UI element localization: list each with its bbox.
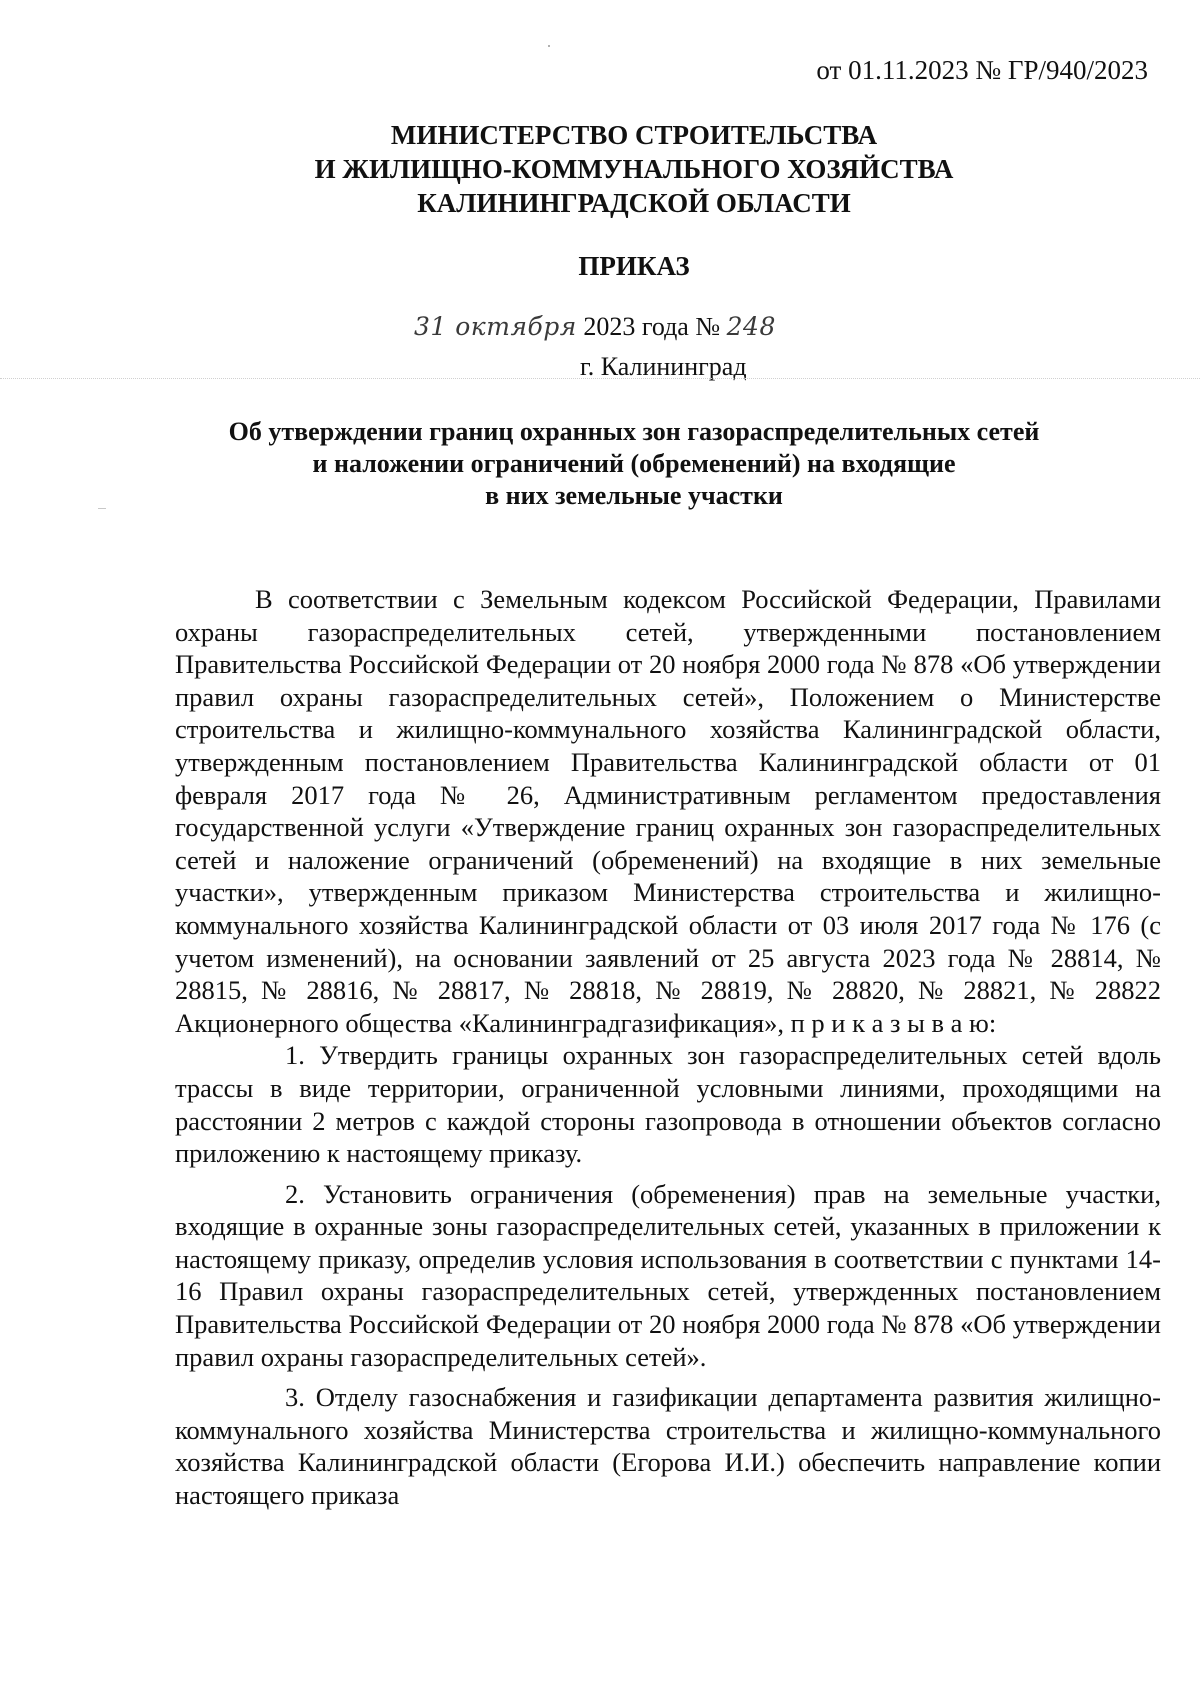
ministry-line-3: КАЛИНИНГРАДСКОЙ ОБЛАСТИ (417, 188, 851, 218)
ministry-line-1: МИНИСТЕРСТВО СТРОИТЕЛЬСТВА (390, 120, 878, 150)
preamble-paragraph: В соответствии с Земельным кодексом Российской Федерации, Правилами охраны газораспределительных сетей, утвержденными постановлением Правительства Российской Федерации от 20 ноября 2000 года № 878 «Об утверждении правил охраны газораспределительных сетей», Положением о Министерстве строительства и жилищно-коммунального хозяйства Калининградской области, утвержденным постановлением Правительства Калининградской области от 01 февраля 2017 года № 26, Административным регламентом предоставления государственной услуги «Утверждение границ охранных зон газораспределительных сетей и наложение ограничений (обременений) на входящие в них земельные участки», утвержденным приказом Министерства строительства и жилищно-коммунального хозяйства Калининградской области от 03 июля 2017 года № 176 (с учетом изменений), на основании заявлений от 25 августа 2023 года № 28814, № 28815, № 28816, № 28817, № 28818, № 28819, № 28820, № 28821, № 28822 Акционерного общества «Калининградгазификация», п р и к а з ы в а ю: (175, 584, 1161, 1038)
scan-artifact-line (0, 378, 1200, 379)
handwritten-date: 31 октября (414, 312, 577, 341)
order-item-3: 3. Отделу газоснабжения и газификации департамента развития жилищно-коммунального хозяйства Министерства строительства и жилищно-коммунального хозяйства Калининградской области (Егорова И.И.) обеспечить направление копии настоящего приказа (175, 1382, 1161, 1511)
subject-line-3: в них земельные участки (485, 481, 783, 510)
handwritten-number: 248 (726, 312, 776, 341)
scan-artifact-mark (98, 508, 106, 509)
year-text: 2023 года № (583, 312, 721, 341)
city: г. Калининград (580, 352, 747, 381)
ministry-line-2: И ЖИЛИЩНО-КОММУНАЛЬНОГО ХОЗЯЙСТВА (314, 154, 954, 184)
subject-line-2: и наложении ограничений (обременений) на входящие (312, 449, 956, 478)
document-type: ПРИКАЗ (578, 251, 690, 281)
scan-speck (548, 45, 550, 47)
subject-title (68, 416, 1200, 512)
ministry-name (68, 118, 1200, 220)
order-item-1: 1. Утвердить границы охранных зон газораспределительных сетей вдоль трассы в виде территории, ограниченной условными линиями, проходящими на расстоянии 2 метров с каждой стороны газопровода в отношении объектов согласно приложению к настоящему приказу. (175, 1040, 1161, 1169)
registration-number: от 01.11.2023 № ГР/940/2023 (816, 55, 1148, 85)
document-body (175, 583, 1161, 1512)
date-line (414, 312, 776, 342)
order-item-2: 2. Установить ограничения (обременения) прав на земельные участки, входящие в охранные зоны газораспределительных сетей, указанных в приложении к настоящему приказу, определив условия использования в соответствии с пунктами 14-16 Правил охраны газораспределительных сетей, утвержденных постановлением Правительства Российской Федерации от 20 ноября 2000 года № 878 «Об утверждении правил охраны газораспределительных сетей». (175, 1178, 1161, 1372)
subject-line-1: Об утверждении границ охранных зон газораспределительных сетей (228, 417, 1040, 446)
